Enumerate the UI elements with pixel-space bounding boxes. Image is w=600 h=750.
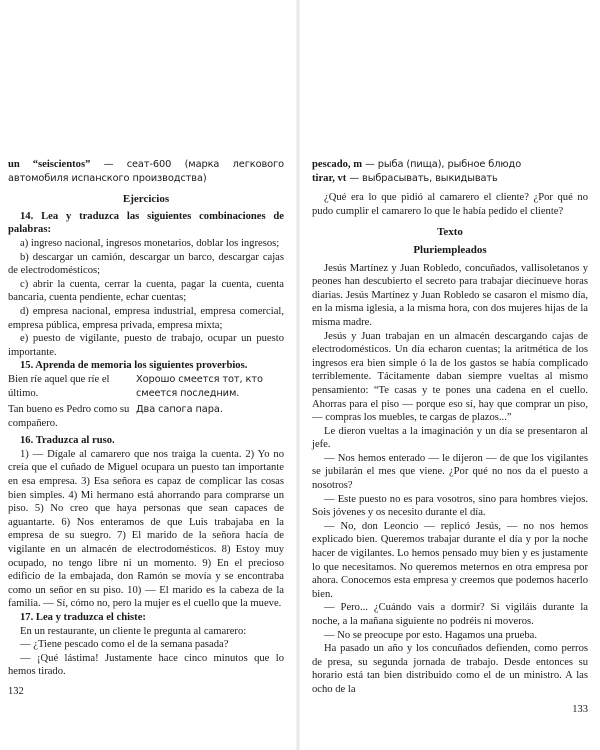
text-paragraph: — No, don Leoncio — replicó Jesús, — no nos hemos explicado bien. Queremos trabajar durante el día y por la noche hacer de vigilantes. Lo hemos pensado muy bien y es justamente lo que necesitamos. No queremos meternos en otra empresa por ahora. Conocemos esta empresa y creemos que podemos hacerlo bien. xyxy=(312,520,588,600)
proverb-russian: Хорошо смеется тот, кто смеется последним. xyxy=(136,373,263,399)
texto-heading: Texto xyxy=(437,226,463,239)
text-paragraph: Ha pasado un año y los concuñados defienden, como perros de presa, su segunda jornada de trabajo. Desde entonces su horario está tan bien distribuido como el de un ministro. A las ocho de la xyxy=(312,643,588,695)
proverb-row xyxy=(8,403,284,430)
comprehension-question: ¿Qué era lo que pidió al camarero el cliente? ¿Por qué no pudo cumplir el camarero lo que le había pedido el cliente? xyxy=(312,192,588,217)
left-page xyxy=(8,158,284,699)
text-paragraph: — No se preocupe por esto. Hagamos una prueba. xyxy=(324,629,537,641)
task-17-title: 17. Lea y traduzca el chiste: xyxy=(20,612,146,623)
text-paragraph: — Pero... ¿Cuándo vais a dormir? Si vigiláis durante la noche, a la mañana siguiente no podréis ni moveros. xyxy=(312,602,588,627)
proverb-russian: Два сапога пара. xyxy=(136,404,223,416)
task-15-title: 15. Aprenda de memoria los siguientes proverbios. xyxy=(20,360,248,372)
header-definition: — сеат-600 (марка легкового автомобиля испанского производства) xyxy=(8,159,284,184)
task-14-item: d) empresa nacional, empresa industrial, empresa comercial, empresa pública, empresa privada, empresa mixta; xyxy=(8,305,284,331)
task-14-title: 14. Lea y traduzca las siguientes combinaciones de palabras: xyxy=(8,210,284,236)
proverb-row xyxy=(8,373,284,400)
text-paragraph: Jesús Martínez y Juan Robledo, concuñados, vallisoletanos y peones han descubierto el secreto para trabajar diecinueve horas diarias. Jesús Martínez y Juan Robledo se casaron el mismo día, en la misma iglesia, a la misma hora, con dos mujeres hijas de la misma madre. xyxy=(312,262,588,328)
proverb-spanish: Bien ríe aquel que ríe el último. xyxy=(8,373,110,399)
task-16-text: 1) — Dígale al camarero que nos traiga la cuenta. 2) Yo no creía que el cuñado de Miguel ocupara un puesto tan importante en esa empresa. 3) Esa señora es capaz de complicar las cosas bien simples. 4) Mi hermano está ahorrando para comprarse un piso. 5) No creo que haya personas que sean capaces de aguantarte. 6) Nos enteramos de que Luis trabajaba en la empresa de su suegro. 7) El marido de la señora hacía de vigilante en un almacén de electrodomésticos. 8) Estoy muy ocupado, no tengo libre ni un momento. 9) En el precioso edificio de la embajada, don Ramón se movía y se encontraba como un señor en su piso. 10) — El marido es la cabeza de la familia. — Sí, cómo no, pero la mujer es el cuello que la mueve. xyxy=(8,448,284,610)
book-gutter xyxy=(296,0,300,750)
ejercicios-heading: Ejercicios xyxy=(122,193,170,206)
header-entry xyxy=(8,158,284,185)
text-paragraph: — Este puesto no es para vosotros, sino para hombres viejos. Sois jóvenes y os necesito durante el día. xyxy=(312,493,588,519)
vocab-term: tirar, vt xyxy=(312,172,347,184)
page-number: 133 xyxy=(572,703,588,715)
task-14-item: c) abrir la cuenta, cerrar la cuenta, pagar la cuenta, cuenta bancaria, cuenta pendiente, echar cuentas; xyxy=(8,278,284,304)
joke-line: En un restaurante, un cliente le pregunta al camarero: xyxy=(20,625,247,637)
vocab-entry xyxy=(312,172,588,186)
text-paragraph: — Nos hemos enterado — le dijeron — de que los vigilantes se jubilarán el mes que viene. ¿Por qué no nos da el puesto a nosotros? xyxy=(312,452,588,492)
task-16-title: 16. Traduzca al ruso. xyxy=(20,435,115,447)
task-14-item: e) puesto de vigilante, puesto de trabajo, ocupar un puesto importante. xyxy=(8,333,284,358)
header-term: un “seiscientos” xyxy=(8,159,91,170)
vocab-term: pescado, m xyxy=(312,159,363,170)
proverb-spanish: Tan bueno es Pedro como su compañero. xyxy=(8,404,130,429)
task-14-list xyxy=(8,237,284,359)
proverb-list xyxy=(8,373,284,430)
vocab-entry xyxy=(312,158,588,172)
right-page xyxy=(312,158,588,716)
page-number: 132 xyxy=(8,685,24,697)
vocab-definition: — выбрасывать, выкидывать xyxy=(346,172,498,184)
joke-line: — ¡Qué lástima! Justamente hace cinco minutos que lo hemos tirado. xyxy=(8,652,284,678)
text-title: Pluriempleados xyxy=(413,243,487,256)
text-paragraph: Jesús y Juan trabajan en un almacén descargando cajas de electrodomésticos. Un día echaron cuentas; la aritmética de los ingresos era bien simple ó la de los gastos se había complicado terriblemente. Tácitamente daban siempre vueltas al mismo pensamiento: “Te casas y te pones una cadena en el cuello. Ahorras para el piso — porque eso sí, hay que comprar un piso, — compras los muebles, te cargas de plazos...” xyxy=(312,330,588,424)
joke-line: — ¿Tiene pescado como el de la semana pasada? xyxy=(20,639,229,651)
text-paragraph: Le dieron vueltas a la imaginación y un día se presentaron al jefe. xyxy=(312,425,588,451)
task-14-item: b) descargar un camión, descargar un barco, descargar cajas de electrodomésticos; xyxy=(8,251,284,277)
task-14-item: a) ingreso nacional, ingresos monetarios, doblar los ingresos; xyxy=(20,237,280,249)
vocab-definition: — рыба (пища), рыбное блюдо xyxy=(362,159,522,170)
